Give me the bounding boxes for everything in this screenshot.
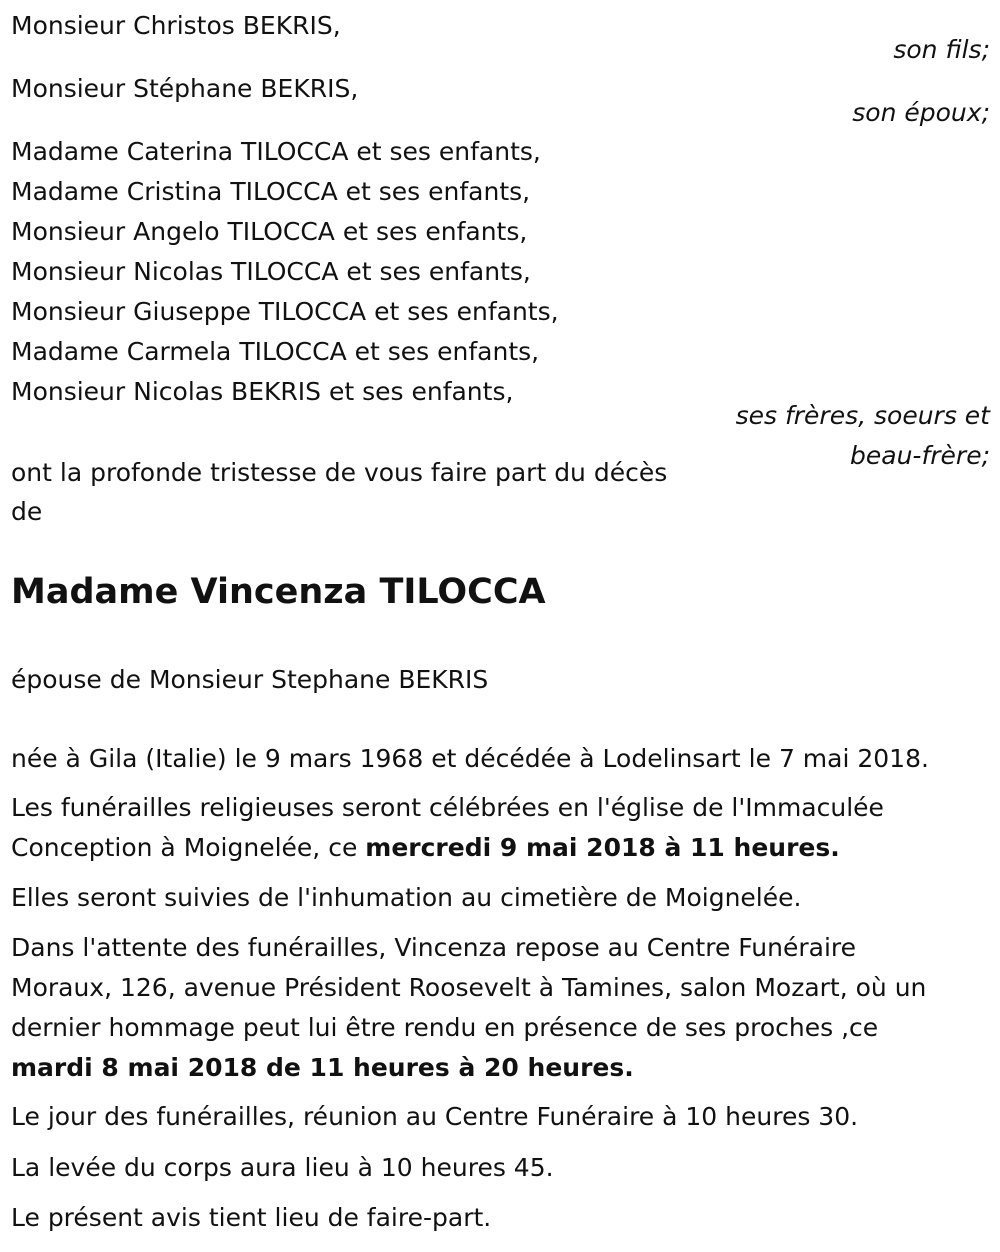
- family-sibling: Madame Carmela TILOCCA et ses enfants,: [11, 337, 540, 366]
- visitation-date-text: mardi 8 mai 2018 de 11 heures à 20 heures.: [11, 1053, 634, 1082]
- family-sibling: Madame Caterina TILOCCA et ses enfants,: [11, 137, 541, 166]
- family-son-role: son fils;: [893, 35, 990, 64]
- visitation-date: [11, 1048, 634, 1088]
- family-sibling: Monsieur Giuseppe TILOCCA et ses enfants,: [11, 297, 559, 326]
- deceased-name: Madame Vincenza TILOCCA: [11, 572, 546, 612]
- burial-info: Elles seront suivies de l'inhumation au cimetière de Moignelée.: [11, 883, 802, 912]
- ceremony-info: [11, 828, 840, 868]
- family-sibling: Madame Cristina TILOCCA et ses enfants,: [11, 177, 531, 206]
- meeting-info: Le jour des funérailles, réunion au Centre Funéraire à 10 heures 30.: [11, 1102, 859, 1131]
- family-spouse-role: son époux;: [852, 98, 990, 127]
- visitation-info: Dans l'attente des funérailles, Vincenza repose au Centre Funéraire: [11, 933, 857, 962]
- family-siblings-role: beau-frère;: [850, 441, 990, 470]
- family-sibling: Monsieur Angelo TILOCCA et ses enfants,: [11, 217, 528, 246]
- family-sibling: Monsieur Nicolas TILOCCA et ses enfants,: [11, 257, 531, 286]
- body-removal-info: La levée du corps aura lieu à 10 heures 45.: [11, 1153, 554, 1182]
- family-sibling: Monsieur Nicolas BEKRIS et ses enfants,: [11, 377, 514, 406]
- birth-death-info: née à Gila (Italie) le 9 mars 1968 et décédée à Lodelinsart le 7 mai 2018.: [11, 744, 929, 773]
- family-spouse: Monsieur Stéphane BEKRIS,: [11, 74, 359, 103]
- visitation-info: dernier hommage peut lui être rendu en présence de ses proches ,ce: [11, 1013, 879, 1042]
- announcement-text: de: [11, 497, 43, 526]
- family-son: Monsieur Christos BEKRIS,: [11, 11, 341, 40]
- visitation-info: Moraux, 126, avenue Président Roosevelt à Tamines, salon Mozart, où un: [11, 973, 927, 1002]
- ceremony-location: Conception à Moignelée, ce: [11, 833, 366, 862]
- announcement-text: ont la profonde tristesse de vous faire part du décès: [11, 458, 668, 487]
- family-siblings-role: ses frères, soeurs et: [735, 401, 990, 430]
- notice-text: Le présent avis tient lieu de faire-part.: [11, 1203, 492, 1232]
- spouse-note: épouse de Monsieur Stephane BEKRIS: [11, 665, 489, 694]
- ceremony-date: mercredi 9 mai 2018 à 11 heures.: [365, 833, 840, 862]
- ceremony-info: Les funérailles religieuses seront célébrées en l'église de l'Immaculée: [11, 793, 884, 822]
